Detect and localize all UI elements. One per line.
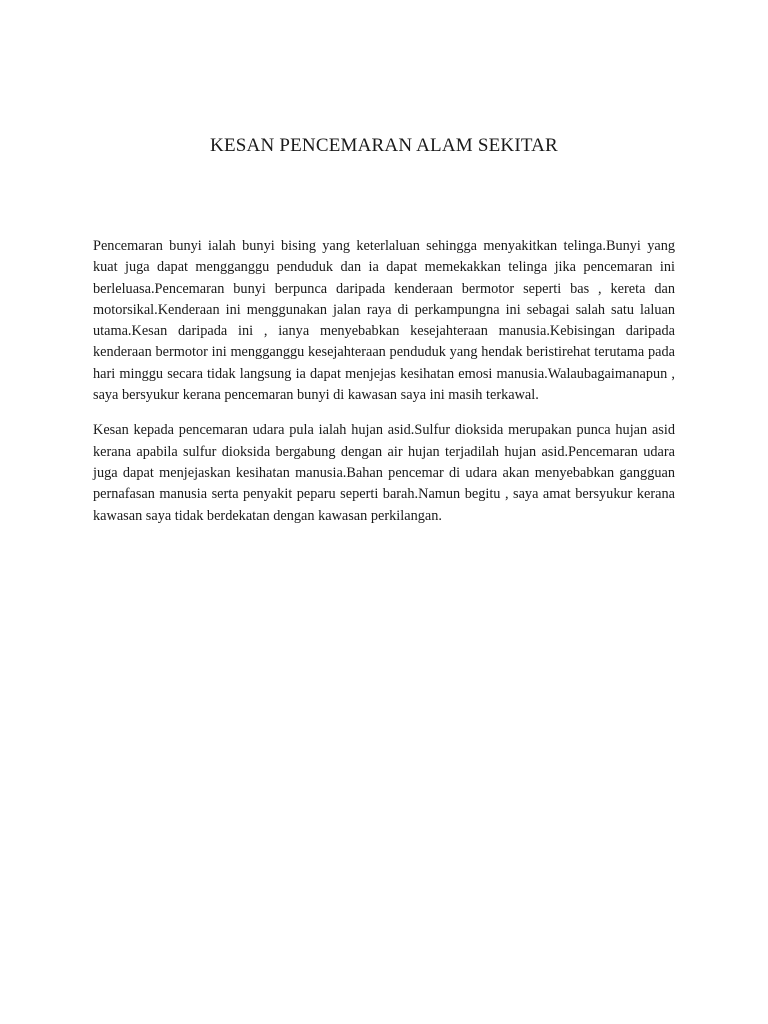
paragraph-noise-pollution: Pencemaran bunyi ialah bunyi bising yang keterlaluan sehingga menyakitkan telinga.Bunyi yang kuat juga dapat mengganggu penduduk dan ia dapat memekakkan telinga jika pencemaran ini berleluasa.Pencemaran bunyi berpunca daripada kenderaan bermotor seperti bas , kereta dan motorsikal.Kenderaan ini menggunakan jalan raya di perkampungna ini sebagai salah satu laluan utama.Kesan daripada ini , ianya menyebabkan kesejahteraan manusia.Kebisingan daripada kenderaan bermotor ini mengganggu kesejahteraan penduduk yang hendak beristirehat terutama pada hari minggu secara tidak langsung ia dapat menjejas kesihatan emosi manusia.Walaubagaimanapun , saya bersyukur kerana pencemaran bunyi di kawasan saya ini masih terkawal.: [93, 238, 675, 404]
paragraph-air-pollution: Kesan kepada pencemaran udara pula ialah hujan asid.Sulfur dioksida merupakan punca hujan asid kerana apabila sulfur dioksida bergabung dengan air hujan terjadilah hujan asid.Pencemaran udara juga dapat menjejaskan kesihatan manusia.Bahan pencemar di udara akan menyebabkan gangguan pernafasan manusia serta penyakit peparu seperti barah.Namun begitu , saya amat bersyukur kerana kawasan saya tidak berdekatan dengan kawasan perkilangan.: [93, 422, 675, 524]
document-title: KESAN PENCEMARAN ALAM SEKITAR: [210, 135, 558, 156]
document-body: [93, 236, 675, 541]
